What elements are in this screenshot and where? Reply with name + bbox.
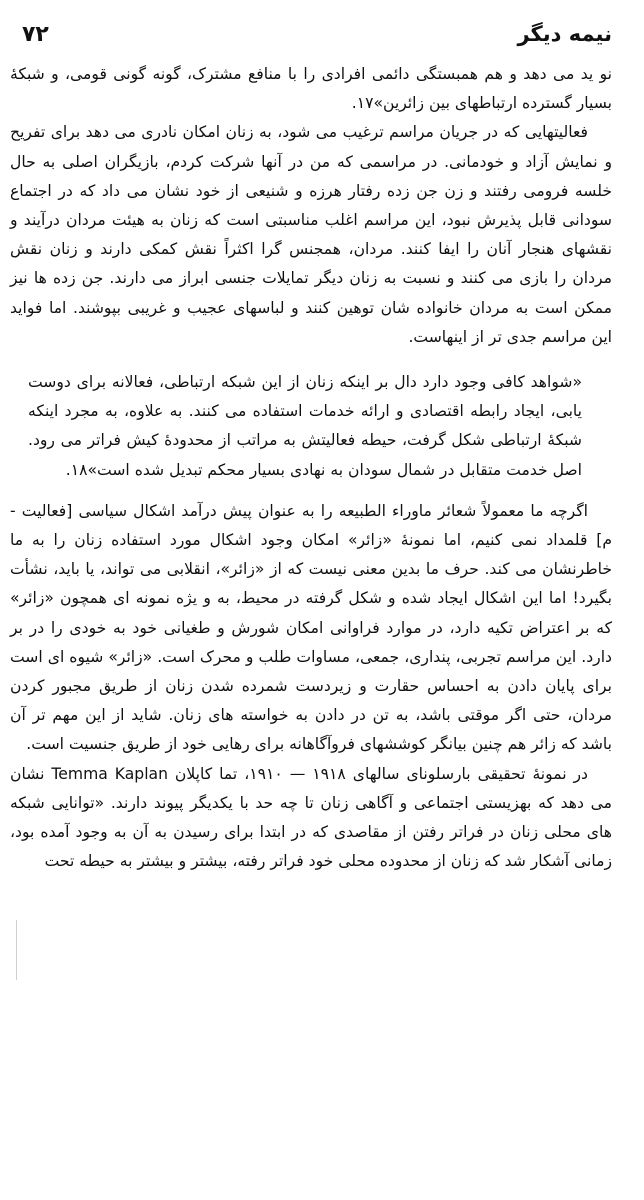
body-text <box>10 60 618 876</box>
margin-line <box>16 920 17 980</box>
block-quote: «شواهد کافی وجود دارد دال بر اینکه زنان از این شبکه ارتباطی، فعالانه برای دوست یابی، ایجاد رابطه اقتصادی و ارائه خدمات استفاده می کنند. به علاوه، به مجرد اینکه شبکهٔ ارتباطی شکل گرفت، حیطه فعالیتش به مراتب از محدودهٔ کیش فراتر می رود. اصل خدمت متقابل در شمال سودان به نهادی بسیار محکم تبدیل شده است»۱۸. <box>28 373 582 479</box>
paragraph: اگرچه ما معمولاً شعائر ماوراء الطبیعه را به عنوان پیش درآمد اشکال سیاسی [فعالیت - م] قلمداد نمی کنیم، اما نمونهٔ «زائر» امکان وجود اشکال مورد استفاده زنان را به ما خاطرنشان می کند. حرف ما بدین معنی نیست که از «زائر»، انقلابی می تواند، یا باید، نشأت بگیرد! اما این اشکال ایجاد شده و شکل گرفته در محیط، به و یژه نمونه ای همچون «زائر» که بر اعتراض تکیه دارد، در موارد فراوانی امکان شورش و طغیانی خود به خودی را در بر دارد. این مراسم تجربی، پنداری، جمعی، مساوات طلب و محرک است. «زائر» شیوه ای است برای پایان دادن به احساس حقارت و زیردست شمرده شدن زنان از طریق مجبور کردن مردان، حتی اگر موقتی باشد، به تن در دادن به خواسته های زنان. شاید از این مهم تر آن باشد که زائر هم چنین بیانگر کوششهای فروآگاهانه برای رهایی خود از طریق جنسیت است. <box>10 501 612 754</box>
page-number: ۷۲ <box>22 22 49 47</box>
paragraph: نو ید می دهد و هم همبستگی دائمی افرادی را با منافع مشترک، گونه گونی قومی، و شبکهٔ بسیار گسترده ارتباطهای بین زائرین»۱۷. <box>10 65 612 113</box>
paragraph: در نمونهٔ تحقیقی بارسلونای سالهای ۱۹۱۸ — ۱۹۱۰، تما کاپلان Temma Kaplan نشان می دهد که بهزیستی اجتماعی و آگاهی زنان تا چه حد با یکدیگر پیوند دارند. «توانایی شبکه های محلی زنان در فراتر رفتن از مقاصدی که در ابتدا برای رسیدن به آن به وجود آمده بود، زمانی آشکار شد که زنان از محدوده محلی خود فراتر رفته، بیشتر و بیشتر به حیطه تحت <box>10 764 612 871</box>
page-header <box>10 22 618 60</box>
running-title: نیمه دیگر <box>517 22 612 46</box>
paragraph: فعالیتهایی که در جریان مراسم ترغیب می شود، به زنان امکان نادری می دهد برای تفریح و نمایش آزاد و خودمانی. در مراسمی که من در آنها شرکت کردم، بازیگران اصلی به حال خلسه فرومی رفتند و زن جن زده رفتار هرزه و شنیعی از خود نشان می داد که در اجتماع سودانی قابل پذیرش نبود، این مراسم اغلب مناسبتی است که زنان به هیئت مردان درآیند و نقشهای هنجار آنان را ایفا کنند. مردان، همجنس گرا اکثراً نقش کمکی دارند و زنان نقش مردان را بازی می کنند و نسبت به زنان دیگر تمایلات جنسی ابراز می دارند. جن زده ها نیز ممکن است به مردان خانواده شان توهین کنند و لباسهای عجیب و غریبی بپوشند. اما فواید این مراسم جدی تر از اینهاست. <box>10 123 612 346</box>
spacer <box>10 352 618 358</box>
